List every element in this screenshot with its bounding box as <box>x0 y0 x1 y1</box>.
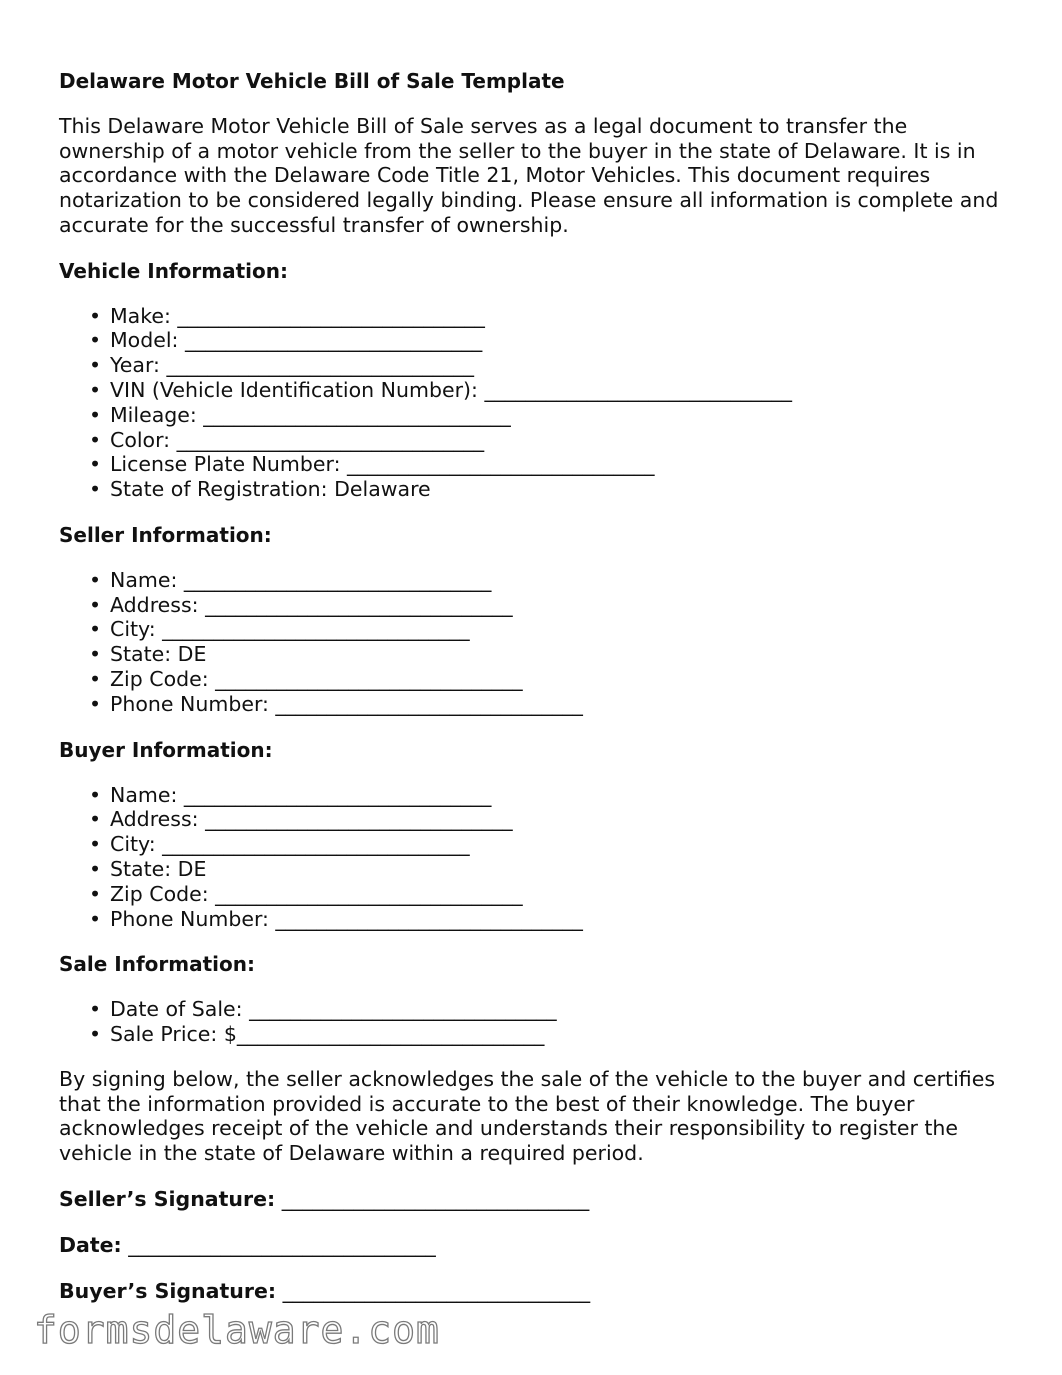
buyer-info-list <box>59 783 1019 932</box>
bullet-icon: • <box>89 857 102 882</box>
buyer-address-field[interactable]: • Address: ______________________________ <box>89 807 513 832</box>
buyer-signature-blank: ______________________________ <box>282 1278 591 1303</box>
vehicle-year-field[interactable]: • Year: ______________________________ <box>89 353 474 378</box>
seller-zip-field[interactable]: • Zip Code: ______________________________ <box>89 667 523 692</box>
date-signature-label: Date: <box>59 1232 122 1257</box>
bullet-icon: • <box>89 881 102 906</box>
bullet-icon: • <box>89 997 102 1022</box>
seller-address-field[interactable]: • Address: ______________________________ <box>89 592 513 617</box>
bullet-icon: • <box>89 906 102 931</box>
bullet-icon: • <box>89 328 102 353</box>
bullet-icon: • <box>89 402 102 427</box>
buyer-name-field[interactable]: • Name: ______________________________ <box>89 782 492 807</box>
intro-paragraph: This Delaware Motor Vehicle Bill of Sale serves as a legal document to transfer the ownership of a motor vehicle from the seller to the buyer in the state of Delaware. It is in accordance with the Delaware Code Title 21, Motor Vehicles. This document requires notarization to be considered legally binding. Please ensure all information is complete and accurate for the successful transfer of ownership. <box>59 114 999 237</box>
bullet-icon: • <box>89 617 102 642</box>
buyer-zip-field[interactable]: • Zip Code: ______________________________ <box>89 881 523 906</box>
sale-info-list <box>59 997 1019 1047</box>
seller-phone-field[interactable]: • Phone Number: ______________________________ <box>89 691 583 716</box>
seller-signature-label: Seller’s Signature: <box>59 1186 276 1211</box>
vehicle-color-field[interactable]: • Color: ______________________________ <box>89 427 485 452</box>
document-body <box>59 68 1019 1324</box>
acknowledgment-paragraph: By signing below, the seller acknowledges the sale of the vehicle to the buyer and certifies that the information provided is accurate to the best of their knowledge. The buyer acknowledges receipt of the vehicle and understands their responsibility to register the vehicle in the state of Delaware within a required period. <box>59 1067 995 1166</box>
seller-city-field[interactable]: • City: ______________________________ <box>89 617 470 642</box>
sale-section-heading: Sale Information: <box>59 952 255 977</box>
vehicle-model-field[interactable]: • Model: _____________________________ <box>89 328 483 353</box>
buyer-section-heading: Buyer Information: <box>59 737 273 762</box>
vehicle-info-list <box>59 304 1019 502</box>
buyer-signature-label: Buyer’s Signature: <box>59 1278 277 1303</box>
date-signature-line[interactable] <box>59 1232 1019 1258</box>
bullet-icon: • <box>89 427 102 452</box>
bullet-icon: • <box>89 567 102 592</box>
buyer-city-field[interactable]: • City: ______________________________ <box>89 832 470 857</box>
seller-state: • State: DE <box>89 642 207 667</box>
vehicle-mileage-field[interactable]: • Mileage: ______________________________ <box>89 402 511 427</box>
bullet-icon: • <box>89 667 102 692</box>
vehicle-vin-field[interactable]: • VIN (Vehicle Identification Number): ______________________________ <box>89 377 792 402</box>
sale-price-field[interactable]: • Sale Price: $______________________________ <box>89 1022 545 1047</box>
vehicle-license-plate-field[interactable]: • License Plate Number: ______________________________ <box>89 452 655 477</box>
bullet-icon: • <box>89 642 102 667</box>
seller-signature-blank: ______________________________ <box>281 1186 590 1211</box>
seller-name-field[interactable]: • Name: ______________________________ <box>89 567 492 592</box>
buyer-signature-line[interactable] <box>59 1278 1019 1304</box>
date-signature-blank: ______________________________ <box>128 1232 436 1257</box>
bullet-icon: • <box>89 807 102 832</box>
bullet-icon: • <box>89 691 102 716</box>
vehicle-section-heading: Vehicle Information: <box>59 258 288 283</box>
watermark-text: formsdelaware.com <box>34 1308 440 1352</box>
bullet-icon: • <box>89 592 102 617</box>
document-title: Delaware Motor Vehicle Bill of Sale Template <box>59 69 565 93</box>
vehicle-state-registration: • State of Registration: Delaware <box>89 477 431 502</box>
bullet-icon: • <box>89 782 102 807</box>
sale-date-field[interactable]: • Date of Sale: ______________________________ <box>89 997 557 1022</box>
seller-signature-line[interactable] <box>59 1186 1019 1212</box>
buyer-phone-field[interactable]: • Phone Number: ______________________________ <box>89 906 583 931</box>
bullet-icon: • <box>89 377 102 402</box>
vehicle-make-field[interactable]: • Make: ______________________________ <box>89 303 485 328</box>
seller-info-list <box>59 568 1019 717</box>
bullet-icon: • <box>89 303 102 328</box>
bullet-icon: • <box>89 353 102 378</box>
bullet-icon: • <box>89 477 102 502</box>
bullet-icon: • <box>89 832 102 857</box>
bullet-icon: • <box>89 1022 102 1047</box>
bullet-icon: • <box>89 452 102 477</box>
seller-section-heading: Seller Information: <box>59 522 272 547</box>
buyer-state: • State: DE <box>89 857 207 882</box>
